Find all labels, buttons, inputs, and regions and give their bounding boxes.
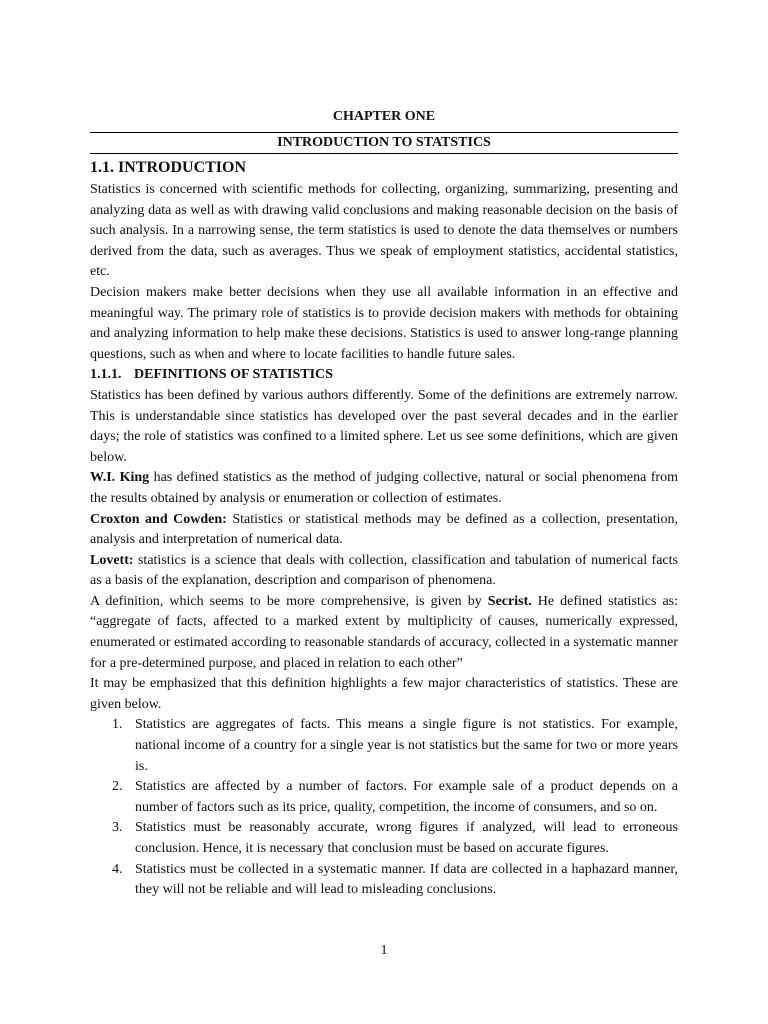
- section-title: INTRODUCTION: [118, 159, 247, 176]
- list-marker: 2.: [112, 779, 123, 795]
- list-item-text: Statistics must be reasonably accurate, wrong figures if analyzed, will lead to erroneous conclusion. Hence, it is necessary that conclusion must be based on accurate figures.: [135, 820, 678, 856]
- page-number: 1: [380, 943, 388, 958]
- intro-paragraph-2: Decision makers make better decisions when they use all available information in an effective and meaningful way. The primary role of statistics is to provide decision makers with methods for obtaining and analyzing information to help make these decisions. Statistics is used to answer long-range planning questions, such as when and where to locate facilities to handle future sales.: [90, 284, 678, 362]
- definition-king: [90, 468, 678, 509]
- intro-paragraph-1: Statistics is concerned with scientific methods for collecting, organizing, summarizing, presenting and analyzing data as well as with drawing valid conclusions and making reasonable decision on the basis of such analysis. In a narrowing sense, the term statistics is used to denote the data themselves or numbers derived from the data, such as averages. Thus we speak of employment statistics, accidental statistics, etc.: [90, 182, 678, 280]
- author-name: Croxton and Cowden:: [90, 511, 227, 527]
- definition-croxton-cowden: [90, 510, 678, 551]
- list-item: [90, 715, 678, 777]
- list-item-text: Statistics must be collected in a systematic manner. If data are collected in a haphazard manner, they will not be reliable and will lead to misleading conclusions.: [135, 861, 678, 898]
- chapter-title: CHAPTER ONE: [332, 109, 436, 124]
- list-marker: 4.: [112, 861, 123, 877]
- list-item-text: Statistics are affected by a number of factors. For example sale of a product depends on a number of factors such as its price, quality, competition, the income of consumers, and so on.: [135, 779, 678, 815]
- definition-secrist: [90, 592, 678, 674]
- definition-lead-in: A definition, which seems to be more comprehensive, is given by: [90, 593, 488, 609]
- subsection-number: 1.1.1.: [90, 367, 122, 383]
- emphasis-paragraph: It may be emphasized that this definition highlights a few major characteristics of statistics. These are given below.: [90, 676, 678, 712]
- section-number: 1.1.: [90, 159, 114, 176]
- document-page: [90, 107, 678, 901]
- subsection-title: DEFINITIONS OF STATISTICS: [134, 367, 333, 383]
- definition-text: has defined statistics as the method of judging collective, natural or social phenomena from the results obtained by analysis or enumeration or collection of estimates.: [90, 470, 678, 506]
- list-item: [90, 777, 678, 818]
- definition-text: Statistics or statistical methods may be defined as a collection, presentation, analysis and interpretation of numerical data.: [90, 511, 678, 548]
- chapter-subtitle: INTRODUCTION TO STATSTICS: [90, 132, 678, 154]
- author-name: Lovett:: [90, 552, 134, 568]
- author-name: Secrist.: [487, 593, 532, 609]
- section-heading-definitions: [90, 365, 678, 386]
- section-heading-introduction: [90, 156, 678, 180]
- characteristics-list: [90, 715, 678, 900]
- definition-lovett: [90, 551, 678, 592]
- list-item: [90, 860, 678, 901]
- list-item: [90, 818, 678, 859]
- list-item-text: Statistics are aggregates of facts. This means a single figure is not statistics. For example, national income of a country for a single year is not statistics but the same for two or more years is.: [135, 717, 678, 774]
- author-name: W.I. King: [90, 470, 150, 486]
- definitions-intro-paragraph: Statistics has been defined by various authors differently. Some of the definitions are extremely narrow. This is understandable since statistics has developed over the past several decades and in the earlier days; the role of statistics was confined to a limited sphere. Let us see some definitions, which are given below.: [90, 387, 678, 465]
- definition-text: statistics is a science that deals with collection, classification and tabulation of numerical facts as a basis of the explanation, description and comparison of phenomena.: [90, 552, 678, 589]
- definition-text: He defined statistics as: “aggregate of facts, affected to a marked extent by multiplicity of causes, numerically expressed, enumerated or estimated according to reasonable standards of accuracy, collected in a systematic manner for a pre-determined purpose, and placed in relation to each other”: [90, 593, 679, 671]
- list-marker: 1.: [112, 717, 123, 733]
- list-marker: 3.: [112, 820, 123, 836]
